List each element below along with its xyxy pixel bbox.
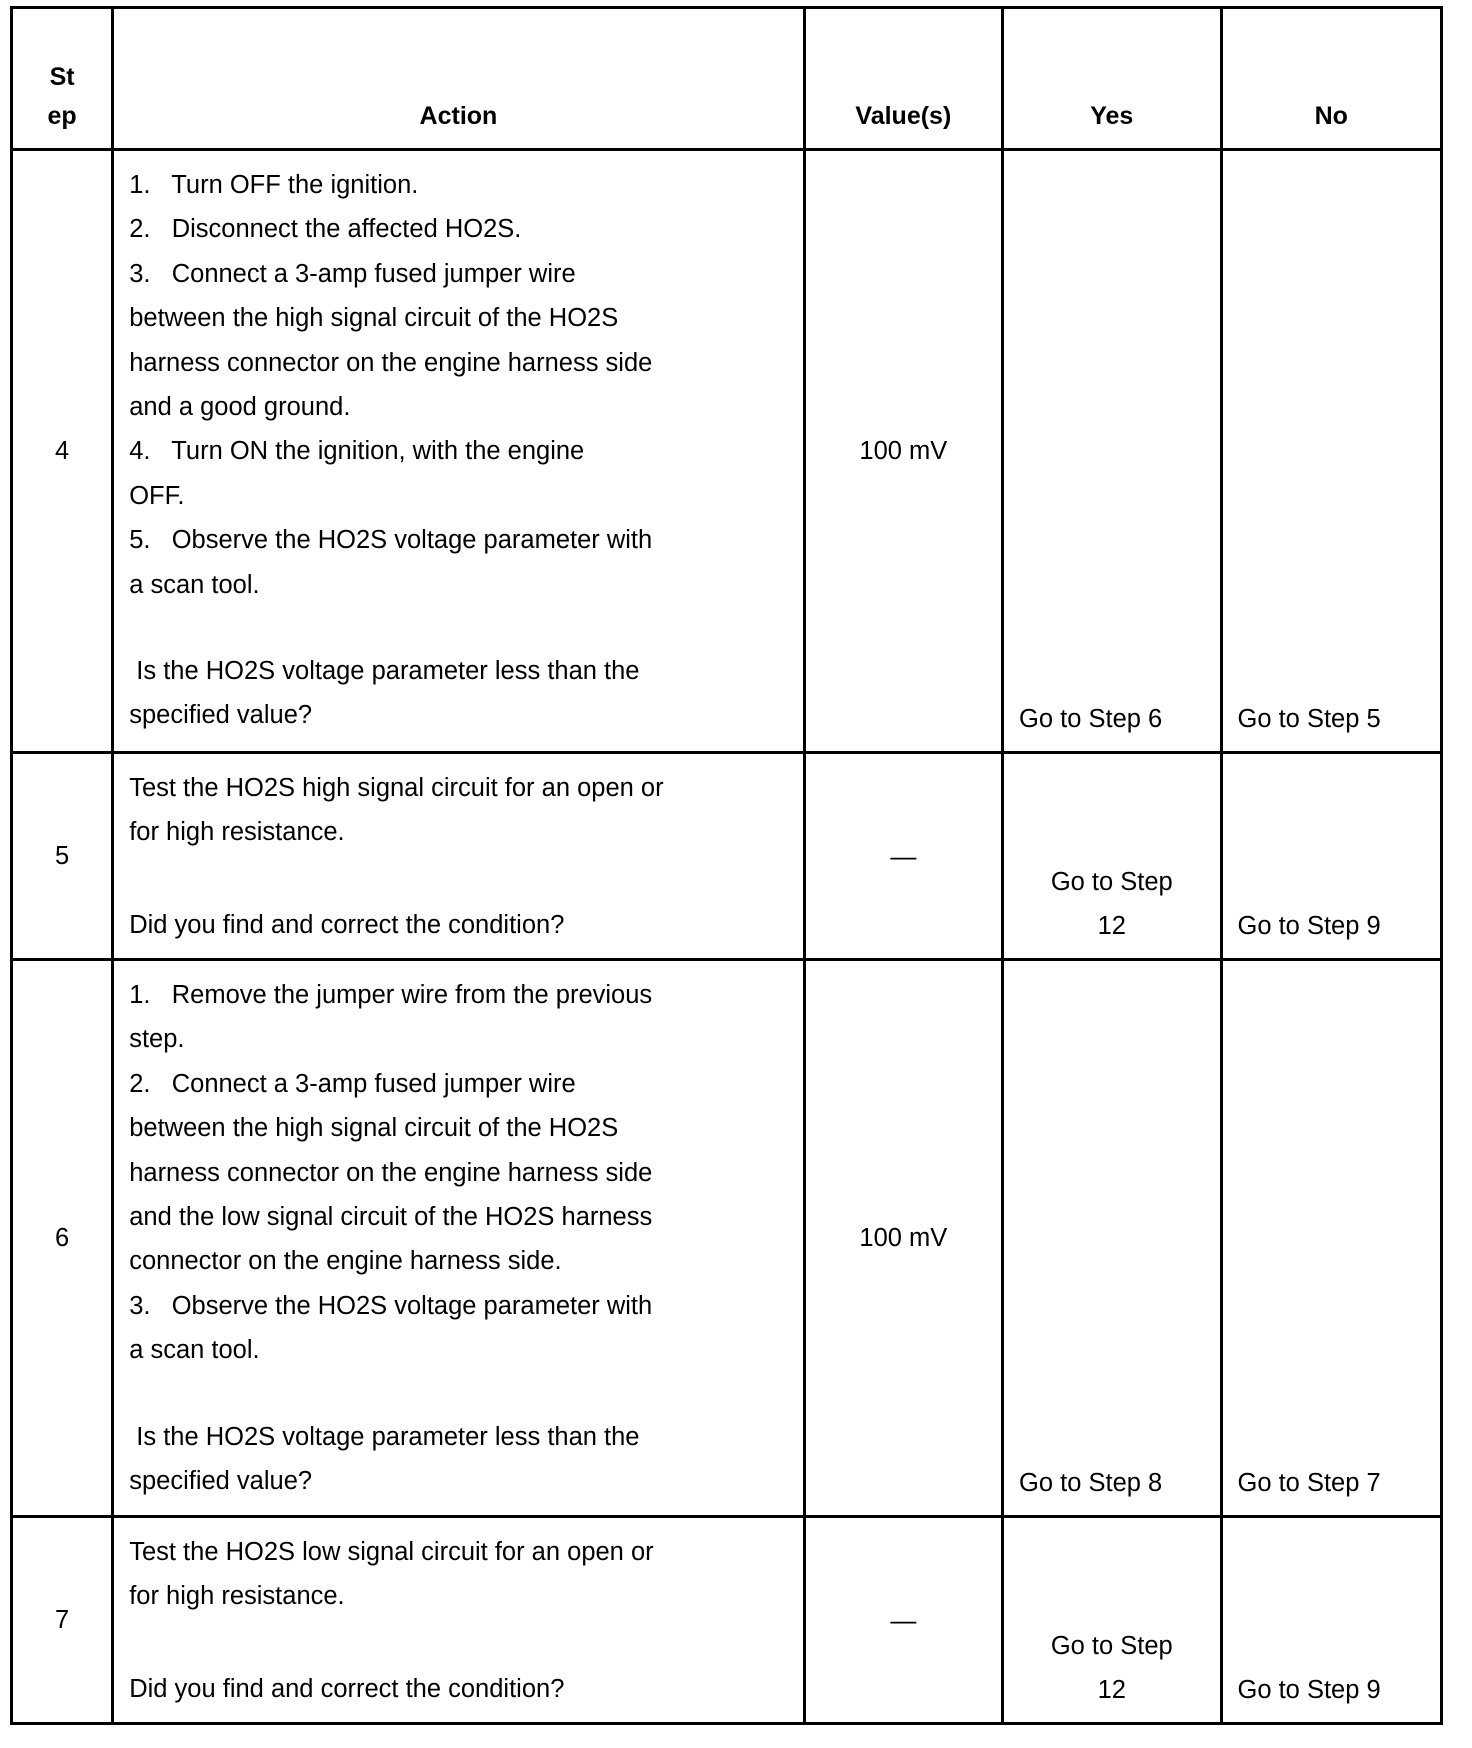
- no-cell: Go to Step 7: [1221, 960, 1442, 1517]
- no-cell: Go to Step 5: [1221, 150, 1442, 753]
- spacer: [129, 607, 788, 649]
- action-cell: [113, 753, 804, 960]
- header-step-line1: St: [49, 63, 75, 91]
- action-line: for high resistance.: [129, 1582, 345, 1611]
- action-cell: [113, 1517, 804, 1724]
- action-line: a scan tool.: [129, 1336, 260, 1365]
- table-row: [12, 960, 1442, 1517]
- table-row: [12, 753, 1442, 960]
- action-question: Is the HO2S voltage parameter less than the: [129, 1422, 640, 1451]
- table-row: [12, 1517, 1442, 1724]
- action-line: Test the HO2S high signal circuit for an open or: [129, 774, 664, 802]
- action-line: 2. Connect a 3-amp fused jumper wire: [129, 1069, 576, 1098]
- value-cell: —: [804, 753, 1002, 960]
- action-line: OFF.: [129, 481, 185, 510]
- action-line: 2. Disconnect the affected HO2S.: [129, 215, 522, 244]
- no-cell: Go to Step 9: [1221, 753, 1442, 960]
- action-question: specified value?: [129, 1467, 313, 1496]
- action-line: 1. Remove the jumper wire from the previous: [129, 981, 653, 1009]
- action-line: 3. Observe the HO2S voltage parameter with: [129, 1291, 653, 1320]
- header-step: [12, 8, 113, 150]
- header-yes: Yes: [1003, 8, 1221, 150]
- yes-line: Go to Step: [1050, 868, 1173, 896]
- action-question: Did you find and correct the condition?: [129, 1674, 565, 1703]
- action-line: connector on the engine harness side.: [129, 1247, 562, 1276]
- action-line: between the high signal circuit of the HO2S: [129, 304, 619, 333]
- yes-cell: Go to Step 6: [1003, 150, 1221, 753]
- header-step-line2: ep: [47, 102, 77, 130]
- table-header-row: [12, 8, 1442, 150]
- action-cell: [113, 150, 804, 753]
- action-question: Did you find and correct the condition?: [129, 910, 565, 939]
- action-line: and a good ground.: [129, 393, 351, 422]
- action-line: 1. Turn OFF the ignition.: [129, 171, 419, 199]
- table-row: [12, 150, 1442, 753]
- header-action: Action: [113, 8, 804, 150]
- step-number: 6: [12, 960, 113, 1517]
- value-cell: 100 mV: [804, 960, 1002, 1517]
- value-cell: —: [804, 1517, 1002, 1724]
- spacer: [129, 1619, 788, 1667]
- action-line: between the high signal circuit of the HO2S: [129, 1114, 619, 1143]
- action-cell: [113, 960, 804, 1517]
- spacer: [129, 1373, 788, 1415]
- yes-cell: [1003, 753, 1221, 960]
- header-no: No: [1221, 8, 1442, 150]
- no-cell: Go to Step 9: [1221, 1517, 1442, 1724]
- action-line: 5. Observe the HO2S voltage parameter with: [129, 526, 653, 555]
- action-line: harness connector on the engine harness side: [129, 348, 653, 377]
- action-line: a scan tool.: [129, 570, 260, 599]
- yes-line: 12: [1097, 1676, 1126, 1704]
- spacer: [129, 855, 788, 903]
- step-number: 7: [12, 1517, 113, 1724]
- action-line: 4. Turn ON the ignition, with the engine: [129, 437, 585, 466]
- action-question: specified value?: [129, 701, 313, 730]
- yes-line: 12: [1097, 912, 1126, 940]
- step-number: 4: [12, 150, 113, 753]
- action-line: harness connector on the engine harness side: [129, 1158, 653, 1187]
- yes-cell: Go to Step 8: [1003, 960, 1221, 1517]
- action-question: Is the HO2S voltage parameter less than the: [129, 657, 640, 686]
- step-number: 5: [12, 753, 113, 960]
- header-values: Value(s): [804, 8, 1002, 150]
- action-line: and the low signal circuit of the HO2S harness: [129, 1203, 653, 1232]
- action-line: for high resistance.: [129, 818, 345, 847]
- value-cell: 100 mV: [804, 150, 1002, 753]
- yes-cell: [1003, 1517, 1221, 1724]
- action-line: Test the HO2S low signal circuit for an open or: [129, 1538, 654, 1566]
- yes-line: Go to Step: [1050, 1632, 1173, 1660]
- action-line: step.: [129, 1025, 185, 1054]
- diagnostic-table: [10, 6, 1443, 1725]
- action-line: 3. Connect a 3-amp fused jumper wire: [129, 259, 576, 288]
